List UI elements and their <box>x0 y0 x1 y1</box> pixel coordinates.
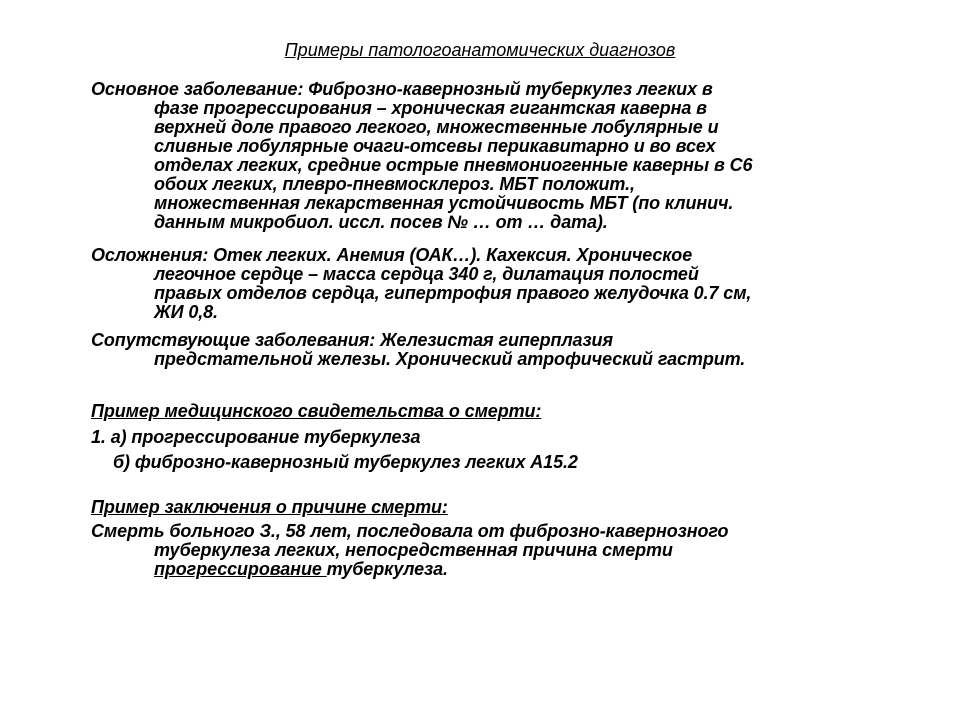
conclusion-heading: Пример заключения о причине смерти: <box>91 497 448 517</box>
certificate-line-b: б) фиброзно-кавернозный туберкулез легких А15.2 <box>113 452 578 472</box>
comorbid-line: предстательной железы. Хронический атрофический гастрит. <box>154 349 746 369</box>
complications-line: легочное сердце – масса сердца 340 г, дилатация полостей <box>154 264 699 284</box>
main-disease-line: сливные лобулярные очаги-отсевы перикавитарно и во всех <box>154 136 716 156</box>
conclusion-line-rest: туберкулеза. <box>326 559 448 579</box>
certificate-section <box>91 402 891 472</box>
main-disease-line: Основное заболевание: Фиброзно-кавернозный туберкулез легких в <box>91 79 713 99</box>
comorbid-section <box>91 331 891 369</box>
comorbid-line: Сопутствующие заболевания: Железистая гиперплазия <box>91 330 613 350</box>
conclusion-line <box>91 560 891 579</box>
main-disease-line: данным микробиол. иссл. посев № … от … дата). <box>154 212 608 232</box>
conclusion-line: туберкулеза легких, непосредственная причина смерти <box>154 540 673 560</box>
slide-title: Примеры патологоанатомических диагнозов <box>284 40 676 60</box>
conclusion-section <box>91 498 891 579</box>
complications-line: ЖИ 0,8. <box>154 302 218 322</box>
main-disease-line: обоих легких, плевро-пневмосклероз. МБТ положит., <box>154 174 635 194</box>
complications-line: Осложнения: Отек легких. Анемия (ОАК…). Кахексия. Хроническое <box>91 245 693 265</box>
main-disease-line: отделах легких, средние острые пневмониогенные каверны в С6 <box>154 155 753 175</box>
main-disease-section <box>91 80 891 232</box>
main-disease-line: фазе прогрессирования – хроническая гигантская каверна в <box>154 98 707 118</box>
conclusion-underlined-word: прогрессирование <box>154 559 327 579</box>
main-disease-line: верхней доле правого легкого, множественные лобулярные и <box>154 117 719 137</box>
conclusion-line: Смерть больного З., 58 лет, последовала от фиброзно-кавернозного <box>91 521 729 541</box>
certificate-line-a: 1. а) прогрессирование туберкулеза <box>91 427 421 447</box>
main-disease-line: множественная лекарственная устойчивость МБТ (по клинич. <box>154 193 734 213</box>
complications-section <box>91 246 891 322</box>
certificate-heading: Пример медицинского свидетельства о смерти: <box>91 401 542 421</box>
complications-line: правых отделов сердца, гипертрофия правого желудочка 0.7 см, <box>154 283 752 303</box>
